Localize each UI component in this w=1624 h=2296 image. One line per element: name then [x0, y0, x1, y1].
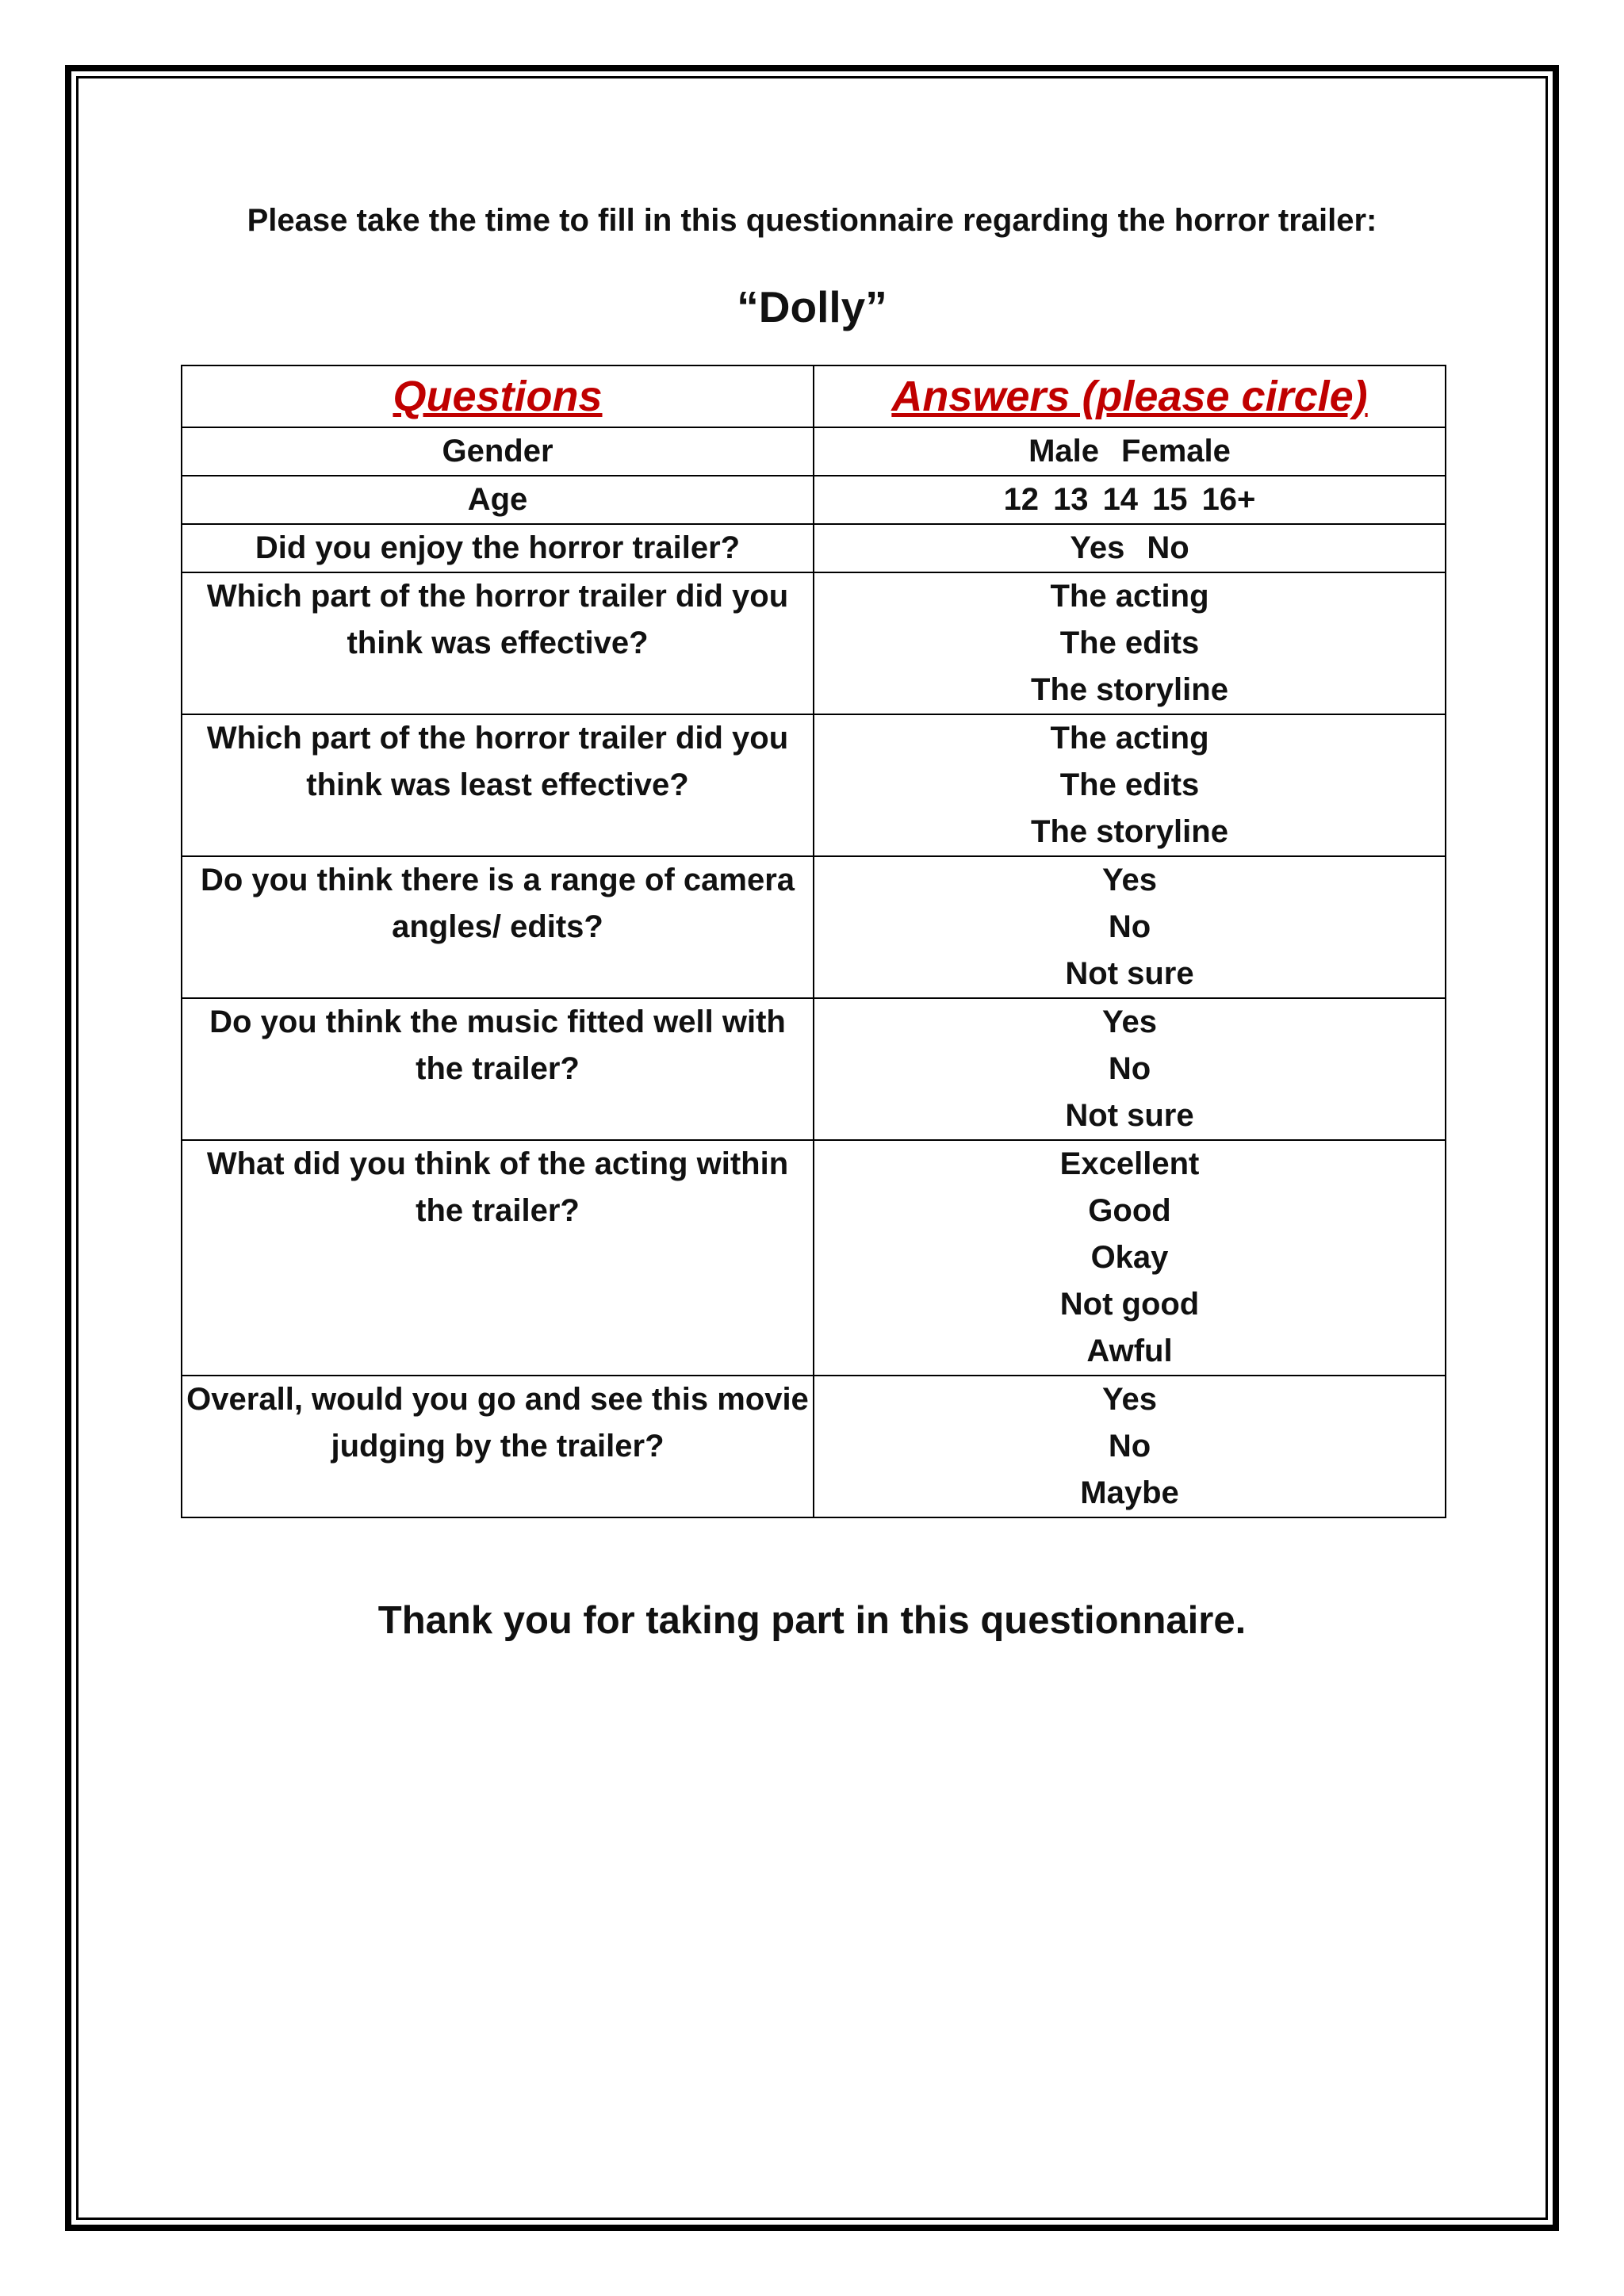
answer-option[interactable]: Okay: [1090, 1240, 1169, 1275]
answer-option[interactable]: 12: [1003, 482, 1040, 517]
answer-option[interactable]: Not sure: [1065, 956, 1194, 991]
answer-option[interactable]: Good: [1088, 1193, 1171, 1228]
table-header-row: [182, 365, 1446, 427]
answer-cell: [814, 476, 1446, 524]
answer-cell: [814, 524, 1446, 572]
answer-cell: [814, 427, 1446, 476]
table-row: [182, 524, 1446, 572]
question-cell: Do you think there is a range of camera angles/ edits?: [182, 856, 814, 998]
question-cell: Did you enjoy the horror trailer?: [182, 524, 814, 572]
question-cell: Which part of the horror trailer did you think was least effective?: [182, 714, 814, 856]
answer-option[interactable]: The acting: [1050, 721, 1209, 756]
question-cell: Do you think the music fitted well with the trailer?: [182, 998, 814, 1140]
answer-option[interactable]: Male: [1028, 434, 1100, 469]
answer-option[interactable]: Yes: [1102, 1004, 1157, 1039]
answer-option[interactable]: Maybe: [1080, 1475, 1179, 1510]
intro-text: Please take the time to fill in this questionnaire regarding the horror trailer:: [247, 203, 1377, 238]
header-questions: Questions: [182, 365, 814, 427]
answer-option[interactable]: Excellent: [1059, 1146, 1200, 1181]
answer-option[interactable]: Yes: [1102, 1382, 1157, 1417]
answer-option[interactable]: No: [1108, 1429, 1151, 1464]
answer-cell: [814, 1140, 1446, 1376]
questionnaire-table: [181, 365, 1446, 1518]
answer-option[interactable]: Yes: [1102, 863, 1157, 897]
answer-option[interactable]: 14: [1102, 482, 1139, 517]
answer-option[interactable]: The storyline: [1031, 672, 1228, 707]
answer-option[interactable]: The storyline: [1031, 814, 1228, 849]
answer-option[interactable]: Not sure: [1065, 1098, 1194, 1133]
answer-option[interactable]: Female: [1121, 434, 1231, 469]
answer-option[interactable]: No: [1108, 909, 1151, 944]
question-cell: Which part of the horror trailer did you think was effective?: [182, 572, 814, 714]
answer-option[interactable]: No: [1147, 530, 1189, 565]
answer-cell: [814, 856, 1446, 998]
answer-option[interactable]: The edits: [1059, 767, 1200, 802]
answer-cell: [814, 1376, 1446, 1517]
answer-option[interactable]: Yes: [1070, 530, 1125, 565]
table-row: [182, 856, 1446, 998]
answer-option[interactable]: 16+: [1201, 482, 1256, 517]
table-row: [182, 1140, 1446, 1376]
thank-you-text: Thank you for taking part in this questionnaire.: [377, 1599, 1247, 1642]
table-row: [182, 714, 1446, 856]
question-cell: Overall, would you go and see this movie judging by the trailer?: [182, 1376, 814, 1517]
answer-cell: [814, 572, 1446, 714]
answer-option[interactable]: No: [1108, 1051, 1151, 1086]
question-cell: Age: [182, 476, 814, 524]
answer-option[interactable]: 15: [1152, 482, 1188, 517]
answer-option[interactable]: The edits: [1059, 626, 1200, 660]
table-row: [182, 572, 1446, 714]
answer-option[interactable]: 13: [1053, 482, 1089, 517]
header-answers: Answers (please circle): [814, 365, 1446, 427]
answer-option[interactable]: The acting: [1050, 579, 1209, 614]
answer-cell: [814, 714, 1446, 856]
table-row: [182, 427, 1446, 476]
table-row: [182, 998, 1446, 1140]
question-cell: Gender: [182, 427, 814, 476]
table-row: [182, 476, 1446, 524]
trailer-title: “Dolly”: [737, 282, 887, 331]
answer-cell: [814, 998, 1446, 1140]
answer-option[interactable]: Not good: [1059, 1287, 1200, 1322]
answer-option[interactable]: Awful: [1086, 1334, 1173, 1368]
question-cell: What did you think of the acting within the trailer?: [182, 1140, 814, 1376]
table-row: [182, 1376, 1446, 1517]
